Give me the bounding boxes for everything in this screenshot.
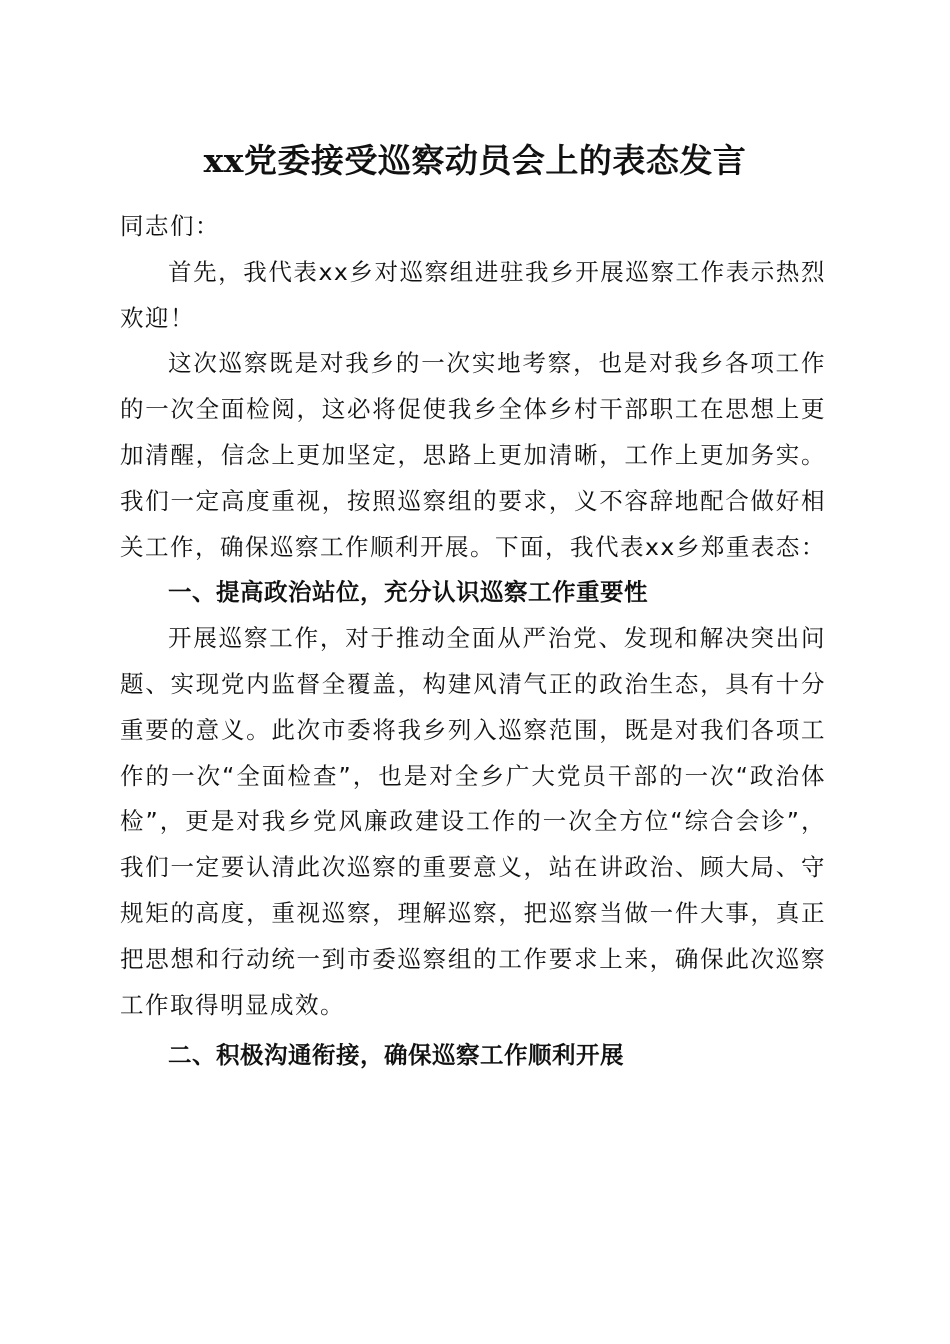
paragraph-significance: 这次巡察既是对我乡的一次实地考察，也是对我乡各项工作的一次全面检阅，这必将促使我乡全体乡村干部职工在思想上更加清醒，信念上更加坚定，思路上更加清晰，工作上更加务实。我们一定高度重视，按照巡察组的要求，义不容辞地配合做好相关工作，确保巡察工作顺利开展。下面，我代表xx乡郑重表态：	[120, 349, 826, 561]
greeting: 同志们：	[120, 212, 220, 240]
section-heading-1: 一、提高政治站位，充分认识巡察工作重要性	[168, 578, 648, 607]
paragraph-political-importance: 开展巡察工作，对于推动全面从严治党、发现和解决突出问题、实现党内监督全覆盖，构建风清气正的政治生态，具有十分重要的意义。此次市委将我乡列入巡察范围，既是对我们各项工作的一次“全面检查”，也是对全乡广大党员干部的一次“政治体检”，更是对我乡党风廉政建设工作的一次全方位“综合会诊”，我们一定要认清此次巡察的重要意义，站在讲政治、顾大局、守规矩的高度，重视巡察，理解巡察，把巡察当做一件大事，真正把思想和行动统一到市委巡察组的工作要求上来，确保此次巡察工作取得明显成效。	[120, 624, 826, 1019]
document-body	[120, 204, 826, 1079]
paragraph-welcome: 首先，我代表xx乡对巡察组进驻我乡开展巡察工作表示热烈欢迎！	[120, 257, 826, 332]
document-title: xx党委接受巡察动员会上的表态发言	[203, 141, 747, 180]
section-heading-2: 二、积极沟通衔接，确保巡察工作顺利开展	[168, 1041, 624, 1070]
